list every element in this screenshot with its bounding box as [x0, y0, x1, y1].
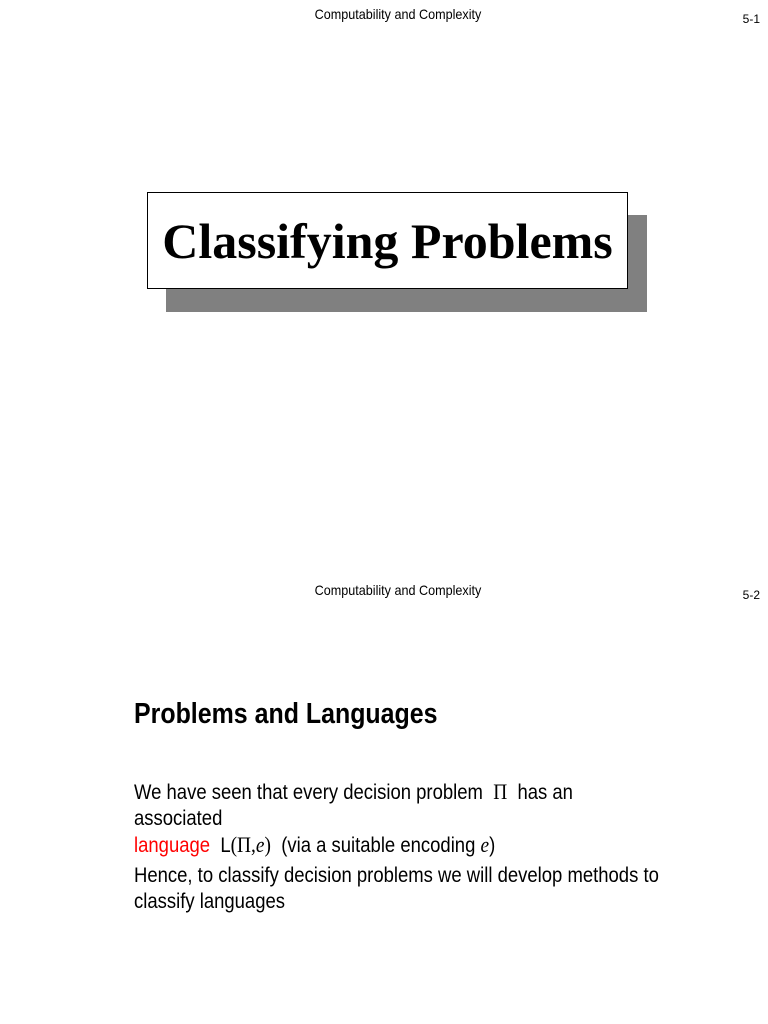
section-heading: Problems and Languages — [134, 698, 438, 730]
slide-title: Classifying Problems — [162, 212, 613, 269]
para-text: has an associated — [134, 781, 573, 830]
paragraph-problems-languages — [134, 779, 662, 859]
title-box — [147, 192, 628, 289]
paragraph-classify: Hence, to classify decision problems we will develop methods to classify languages — [134, 864, 659, 913]
language-expr-close: ) — [264, 832, 271, 857]
encoding-variable: e — [255, 832, 265, 857]
pi-symbol: Π — [493, 779, 508, 804]
para-text: (via a suitable encoding — [281, 834, 476, 857]
para-text: ) — [489, 834, 496, 857]
para-text: We have seen that every decision problem — [134, 781, 483, 804]
highlight-term-language: language — [134, 834, 211, 857]
slide-header: Computability and Complexity — [314, 6, 482, 22]
page-number: 5-2 — [742, 588, 760, 602]
encoding-variable: e — [480, 832, 490, 857]
slide-header: Computability and Complexity — [314, 582, 482, 598]
language-expr-open: (Π, — [230, 832, 256, 857]
page-number: 5-1 — [742, 12, 760, 26]
slide-2 — [0, 576, 768, 1024]
language-symbol-L: L — [220, 834, 231, 857]
